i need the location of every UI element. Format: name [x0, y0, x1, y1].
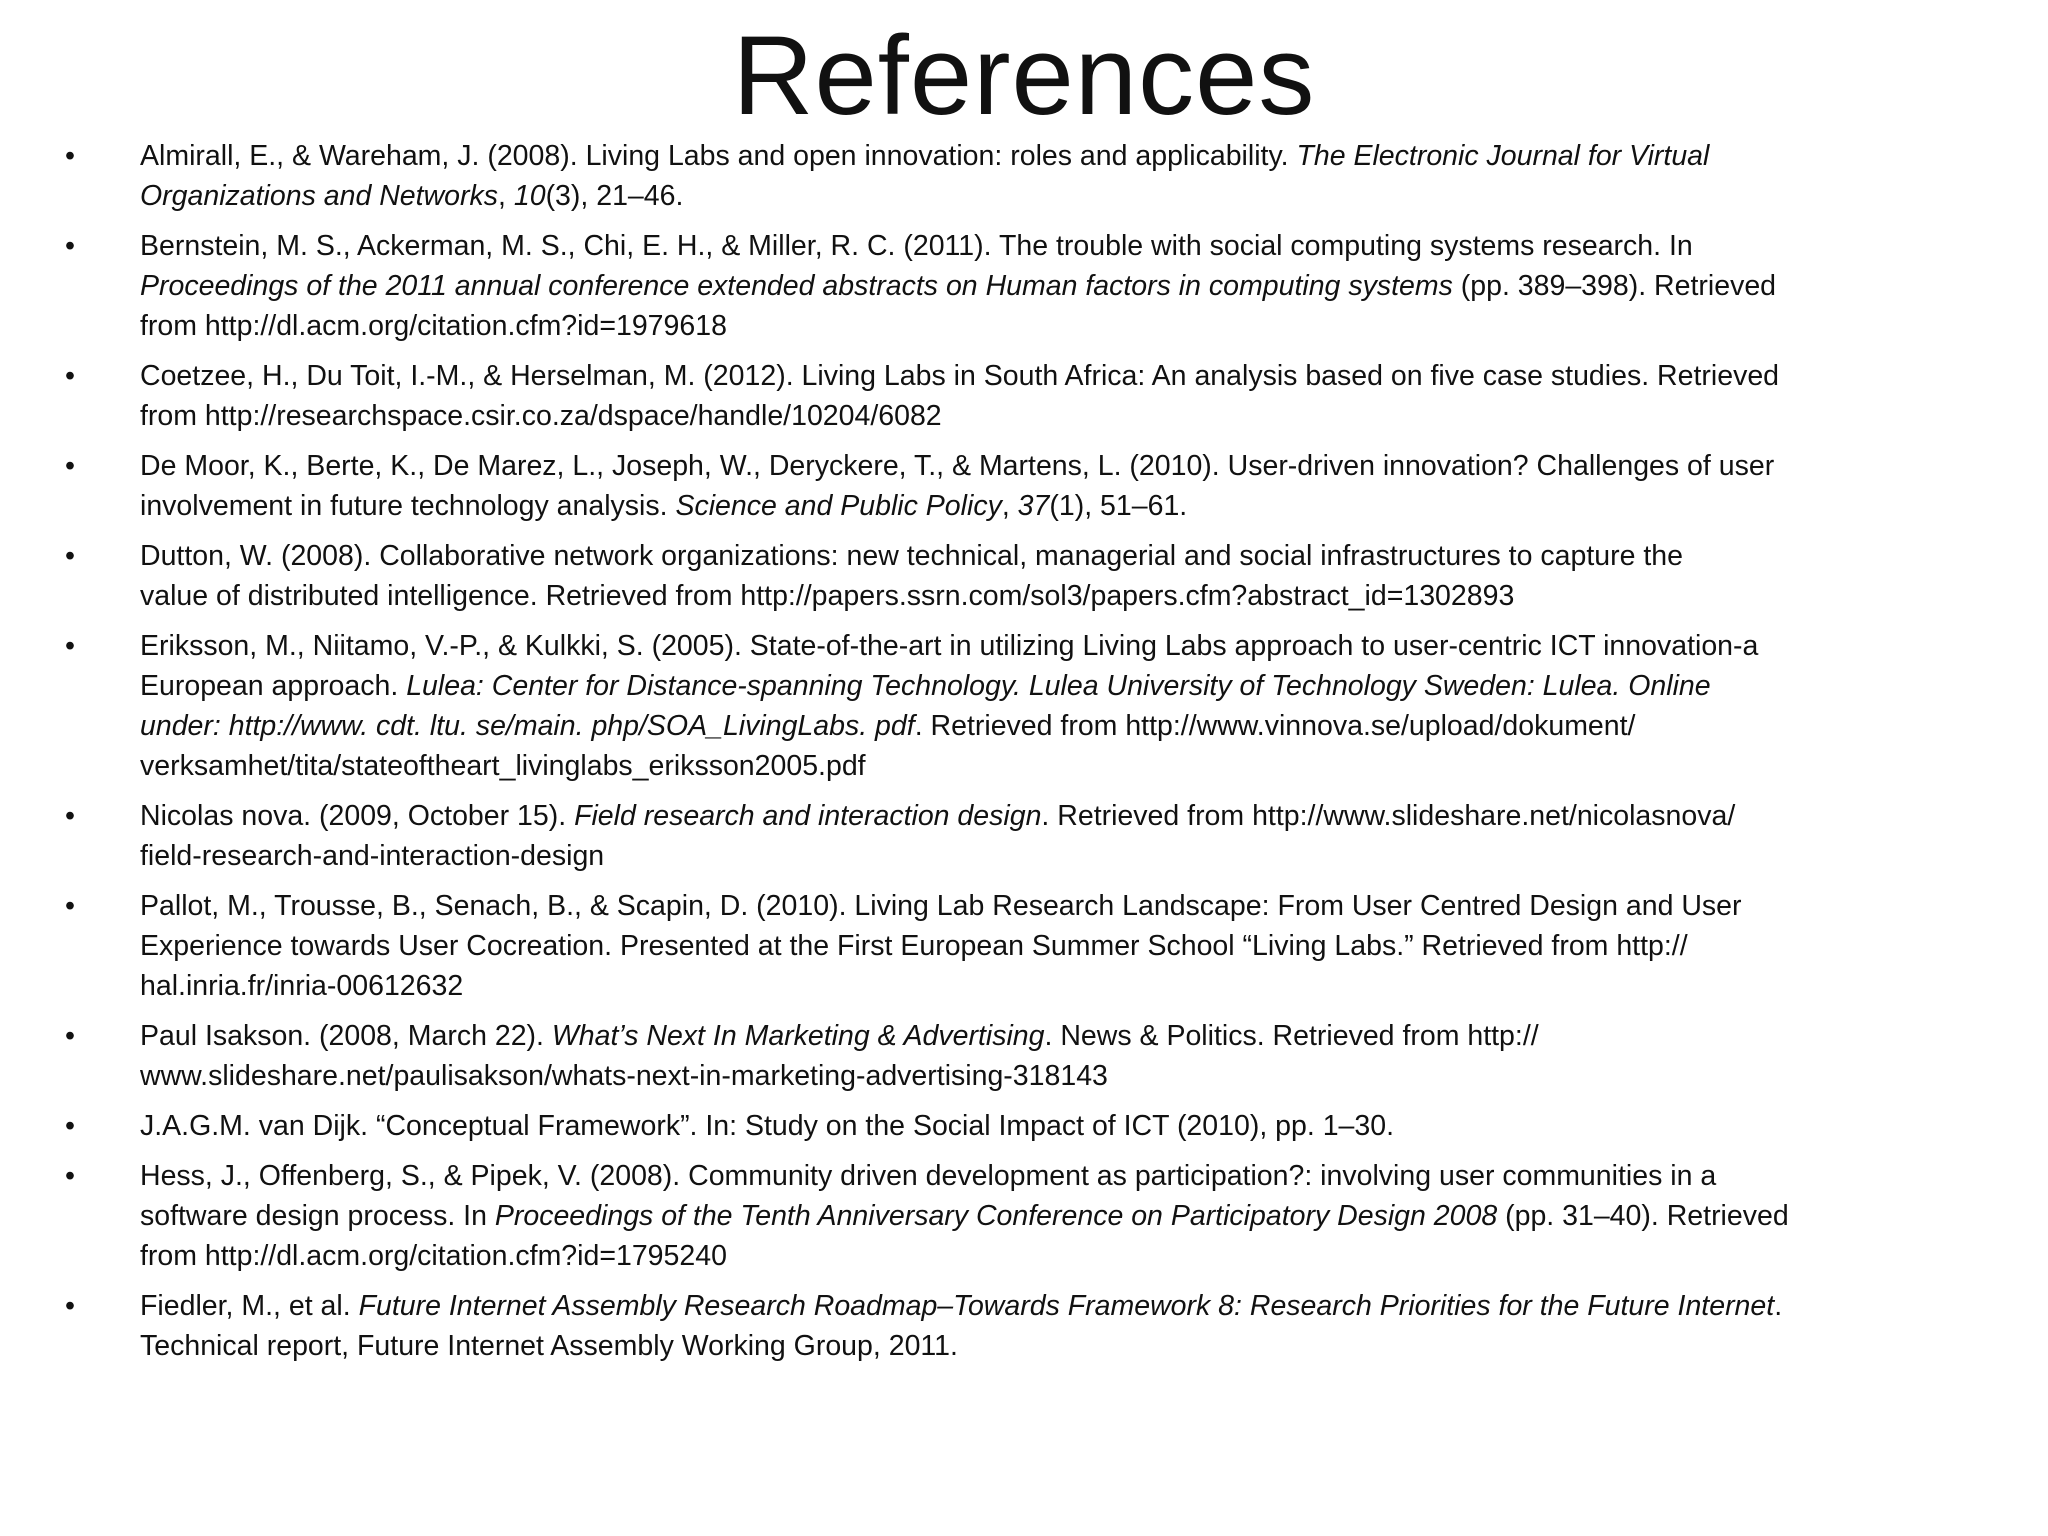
- reference-line: [140, 1056, 1980, 1096]
- reference-line: [140, 576, 1980, 616]
- reference-line: [140, 356, 1980, 396]
- reference-line: [140, 886, 1980, 926]
- bullet-icon: •: [65, 890, 75, 922]
- reference-line: [140, 1156, 1980, 1196]
- reference-italic-text: Organizations and Networks: [140, 180, 499, 212]
- reference-italic-text: What’s Next In Marketing & Advertising: [551, 1020, 1045, 1052]
- bullet-icon: •: [65, 1290, 75, 1322]
- reference-italic-text: Field research and interaction design: [574, 800, 1042, 832]
- reference-item: [60, 1016, 1980, 1096]
- reference-line: [140, 1196, 1980, 1236]
- reference-text: . Retrieved from http://www.slideshare.net/nicolasnova/: [1041, 800, 1736, 832]
- reference-text: Almirall, E., & Wareham, J. (2008). Living Labs and open innovation: roles and applicability.: [140, 140, 1297, 172]
- reference-item: [60, 136, 1980, 216]
- reference-text: from http://dl.acm.org/citation.cfm?id=1795240: [140, 1240, 727, 1272]
- reference-text: Experience towards User Cocreation. Presented at the First European Summer School “Living Labs.” Retrieved from http://: [140, 930, 1688, 962]
- reference-text: Hess, J., Offenberg, S., & Pipek, V. (2008). Community driven development as participation?: involving user communities in a: [140, 1160, 1717, 1192]
- reference-line: [140, 136, 1980, 176]
- reference-line: [140, 396, 1980, 436]
- reference-text: Fiedler, M., et al.: [140, 1290, 359, 1322]
- reference-text: De Moor, K., Berte, K., De Marez, L., Joseph, W., Deryckere, T., & Martens, L. (2010). User-driven innovation? Challenges of user: [140, 450, 1775, 482]
- reference-line: [140, 626, 1980, 666]
- reference-text: from http://dl.acm.org/citation.cfm?id=1979618: [140, 310, 727, 342]
- reference-text: field-research-and-interaction-design: [140, 840, 605, 872]
- reference-line: [140, 176, 1980, 216]
- reference-line: [140, 266, 1980, 306]
- reference-text: (3), 21–46.: [545, 180, 684, 212]
- reference-text: (pp. 31–40). Retrieved: [1497, 1200, 1789, 1232]
- reference-text: software design process. In: [140, 1200, 495, 1232]
- bullet-icon: •: [65, 1110, 75, 1142]
- reference-item: [60, 1156, 1980, 1276]
- reference-text: European approach.: [140, 670, 407, 702]
- bullet-icon: •: [65, 800, 75, 832]
- bullet-icon: •: [65, 230, 75, 262]
- bullet-icon: •: [65, 140, 75, 172]
- reference-text: (pp. 389–398). Retrieved: [1452, 270, 1777, 302]
- reference-item: [60, 796, 1980, 876]
- bullet-icon: •: [65, 360, 75, 392]
- reference-line: [140, 966, 1980, 1006]
- bullet-icon: •: [65, 1020, 75, 1052]
- reference-text: Technical report, Future Internet Assembly Working Group, 2011.: [140, 1330, 958, 1362]
- reference-text: (1), 51–61.: [1049, 490, 1188, 522]
- reference-line: [140, 1016, 1980, 1056]
- reference-item: [60, 626, 1980, 786]
- reference-line: [140, 226, 1980, 266]
- reference-text: Coetzee, H., Du Toit, I.-M., & Herselman, M. (2012). Living Labs in South Africa: An analysis based on five case studies. Retrieved: [140, 360, 1780, 392]
- reference-line: [140, 746, 1980, 786]
- reference-text: Eriksson, M., Niitamo, V.-P., & Kulkki, S. (2005). State-of-the-art in utilizing Living Labs approach to user-centric ICT innovation-a: [140, 630, 1759, 662]
- reference-text: . Retrieved from http://www.vinnova.se/upload/dokument/: [914, 710, 1636, 742]
- reference-list: [60, 136, 1980, 1376]
- reference-item: [60, 226, 1980, 346]
- reference-line: [140, 1286, 1980, 1326]
- reference-italic-text: Proceedings of the 2011 annual conference extended abstracts on Human factors in computing systems: [140, 270, 1453, 302]
- reference-text: ,: [498, 180, 514, 212]
- reference-text: Nicolas nova. (2009, October 15).: [140, 800, 575, 832]
- reference-line: [140, 1326, 1980, 1366]
- reference-line: [140, 306, 1980, 346]
- reference-text: Bernstein, M. S., Ackerman, M. S., Chi, E. H., & Miller, R. C. (2011). The trouble with social computing systems research. In: [140, 230, 1693, 262]
- reference-item: [60, 1106, 1980, 1146]
- slide-title: References: [732, 13, 1316, 138]
- reference-line: [140, 706, 1980, 746]
- reference-text: . News & Politics. Retrieved from http://: [1044, 1020, 1539, 1052]
- reference-line: [140, 836, 1980, 876]
- reference-line: [140, 536, 1980, 576]
- reference-italic-text: 10: [513, 180, 546, 212]
- reference-line: [140, 796, 1980, 836]
- reference-item: [60, 356, 1980, 436]
- bullet-icon: •: [65, 1160, 75, 1192]
- reference-item: [60, 446, 1980, 526]
- reference-italic-text: Lulea: Center for Distance-spanning Technology. Lulea University of Technology Sweden: Lulea. Online: [406, 670, 1711, 702]
- bullet-icon: •: [65, 630, 75, 662]
- reference-text: ,: [1001, 490, 1018, 522]
- reference-line: [140, 1236, 1980, 1276]
- reference-italic-text: Future Internet Assembly Research Roadmap–Towards Framework 8: Research Priorities for the Future Internet: [358, 1290, 1775, 1322]
- reference-italic-text: The Electronic Journal for Virtual: [1296, 140, 1710, 172]
- reference-italic-text: 37: [1017, 490, 1050, 522]
- reference-line: [140, 1106, 1980, 1146]
- reference-text: Paul Isakson. (2008, March 22).: [140, 1020, 552, 1052]
- reference-item: [60, 886, 1980, 1006]
- reference-line: [140, 486, 1980, 526]
- bullet-icon: •: [65, 540, 75, 572]
- reference-text: from http://researchspace.csir.co.za/dspace/handle/10204/6082: [140, 400, 942, 432]
- reference-italic-text: Science and Public Policy: [675, 490, 1002, 522]
- reference-text: Pallot, M., Trousse, B., Senach, B., & Scapin, D. (2010). Living Lab Research Landscape: From User Centred Design and User: [140, 890, 1742, 922]
- reference-text: www.slideshare.net/paulisakson/whats-next-in-marketing-advertising-318143: [140, 1060, 1108, 1092]
- reference-text: involvement in future technology analysis.: [140, 490, 676, 522]
- reference-text: .: [1774, 1290, 1783, 1322]
- reference-line: [140, 926, 1980, 966]
- reference-text: verksamhet/tita/stateoftheart_livinglabs_eriksson2005.pdf: [140, 750, 866, 782]
- reference-line: [140, 446, 1980, 486]
- reference-text: hal.inria.fr/inria-00612632: [140, 970, 464, 1002]
- reference-text: J.A.G.M. van Dijk. “Conceptual Framework”. In: Study on the Social Impact of ICT (2010), pp. 1–30.: [140, 1110, 1395, 1142]
- reference-text: Dutton, W. (2008). Collaborative network organizations: new technical, managerial and social infrastructures to capture the: [140, 540, 1683, 572]
- reference-item: [60, 1286, 1980, 1366]
- reference-line: [140, 666, 1980, 706]
- reference-italic-text: under: http://www. cdt. ltu. se/main. php/SOA_LivingLabs. pdf: [140, 710, 915, 742]
- reference-italic-text: Proceedings of the Tenth Anniversary Conference on Participatory Design 2008: [494, 1200, 1498, 1232]
- reference-item: [60, 536, 1980, 616]
- reference-text: value of distributed intelligence. Retrieved from http://papers.ssrn.com/sol3/papers.cfm?abstract_id=1302893: [140, 580, 1515, 612]
- bullet-icon: •: [65, 450, 75, 482]
